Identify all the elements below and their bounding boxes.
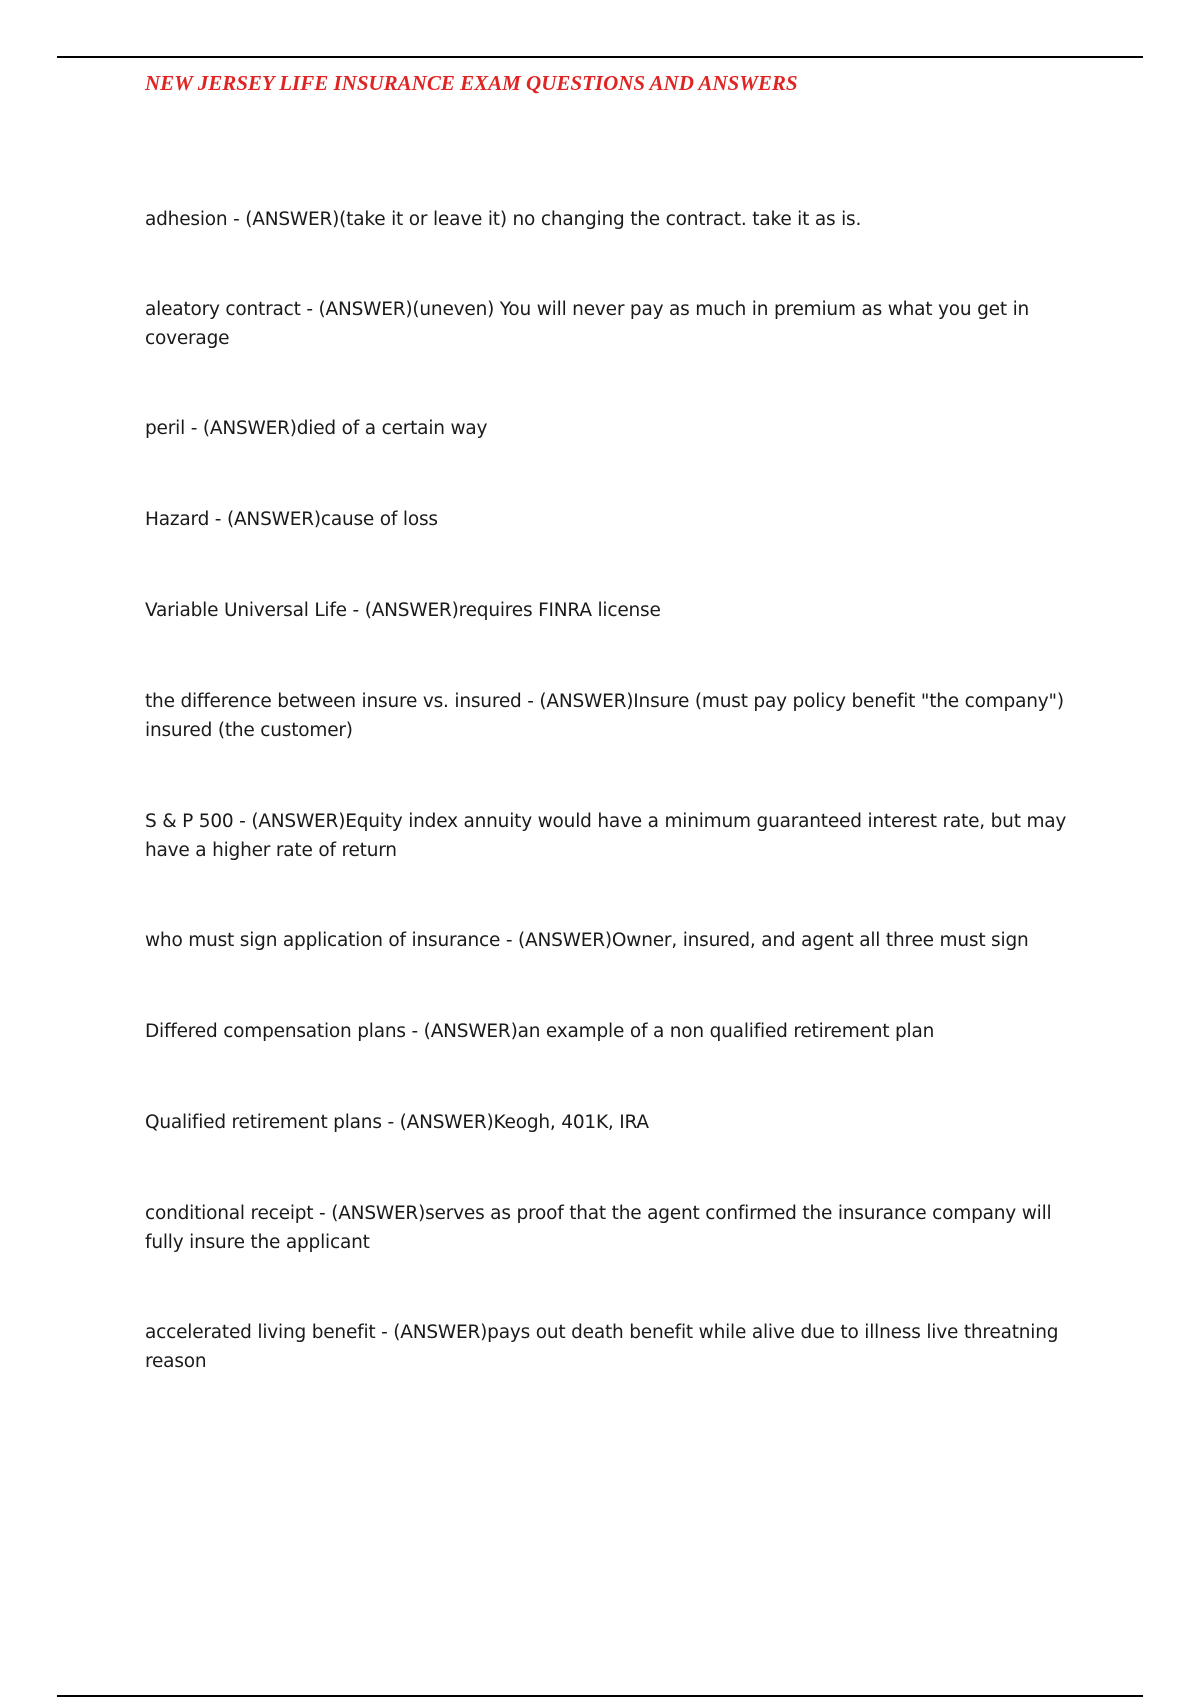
qa-item: S & P 500 - (ANSWER)Equity index annuity would have a minimum guaranteed interest rate, but may have a higher rate of return bbox=[145, 811, 1067, 861]
qa-item: Hazard - (ANSWER)cause of loss bbox=[145, 509, 438, 530]
bottom-rule bbox=[57, 1695, 1143, 1697]
qa-item: conditional receipt - (ANSWER)serves as proof that the agent confirmed the insurance company will fully insure the applicant bbox=[145, 1203, 1052, 1253]
qa-item: Differed compensation plans - (ANSWER)an example of a non qualified retirement plan bbox=[145, 1021, 935, 1042]
qa-item: adhesion - (ANSWER)(take it or leave it) no changing the contract. take it as is. bbox=[145, 209, 862, 230]
qa-item: the difference between insure vs. insured - (ANSWER)Insure (must pay policy benefit "the company") insured (the customer) bbox=[145, 691, 1064, 741]
qa-item: who must sign application of insurance - (ANSWER)Owner, insured, and agent all three must sign bbox=[145, 930, 1029, 951]
qa-item: aleatory contract - (ANSWER)(uneven) You will never pay as much in premium as what you get in coverage bbox=[145, 299, 1030, 349]
document-title: NEW JERSEY LIFE INSURANCE EXAM QUESTIONS AND ANSWERS bbox=[145, 71, 798, 95]
qa-item: accelerated living benefit - (ANSWER)pays out death benefit while alive due to illness live threatning reason bbox=[145, 1322, 1059, 1372]
qa-item: peril - (ANSWER)died of a certain way bbox=[145, 418, 488, 439]
qa-item: Variable Universal Life - (ANSWER)requires FINRA license bbox=[145, 600, 661, 621]
top-rule bbox=[57, 56, 1143, 58]
qa-item: Qualified retirement plans - (ANSWER)Keogh, 401K, IRA bbox=[145, 1112, 649, 1133]
